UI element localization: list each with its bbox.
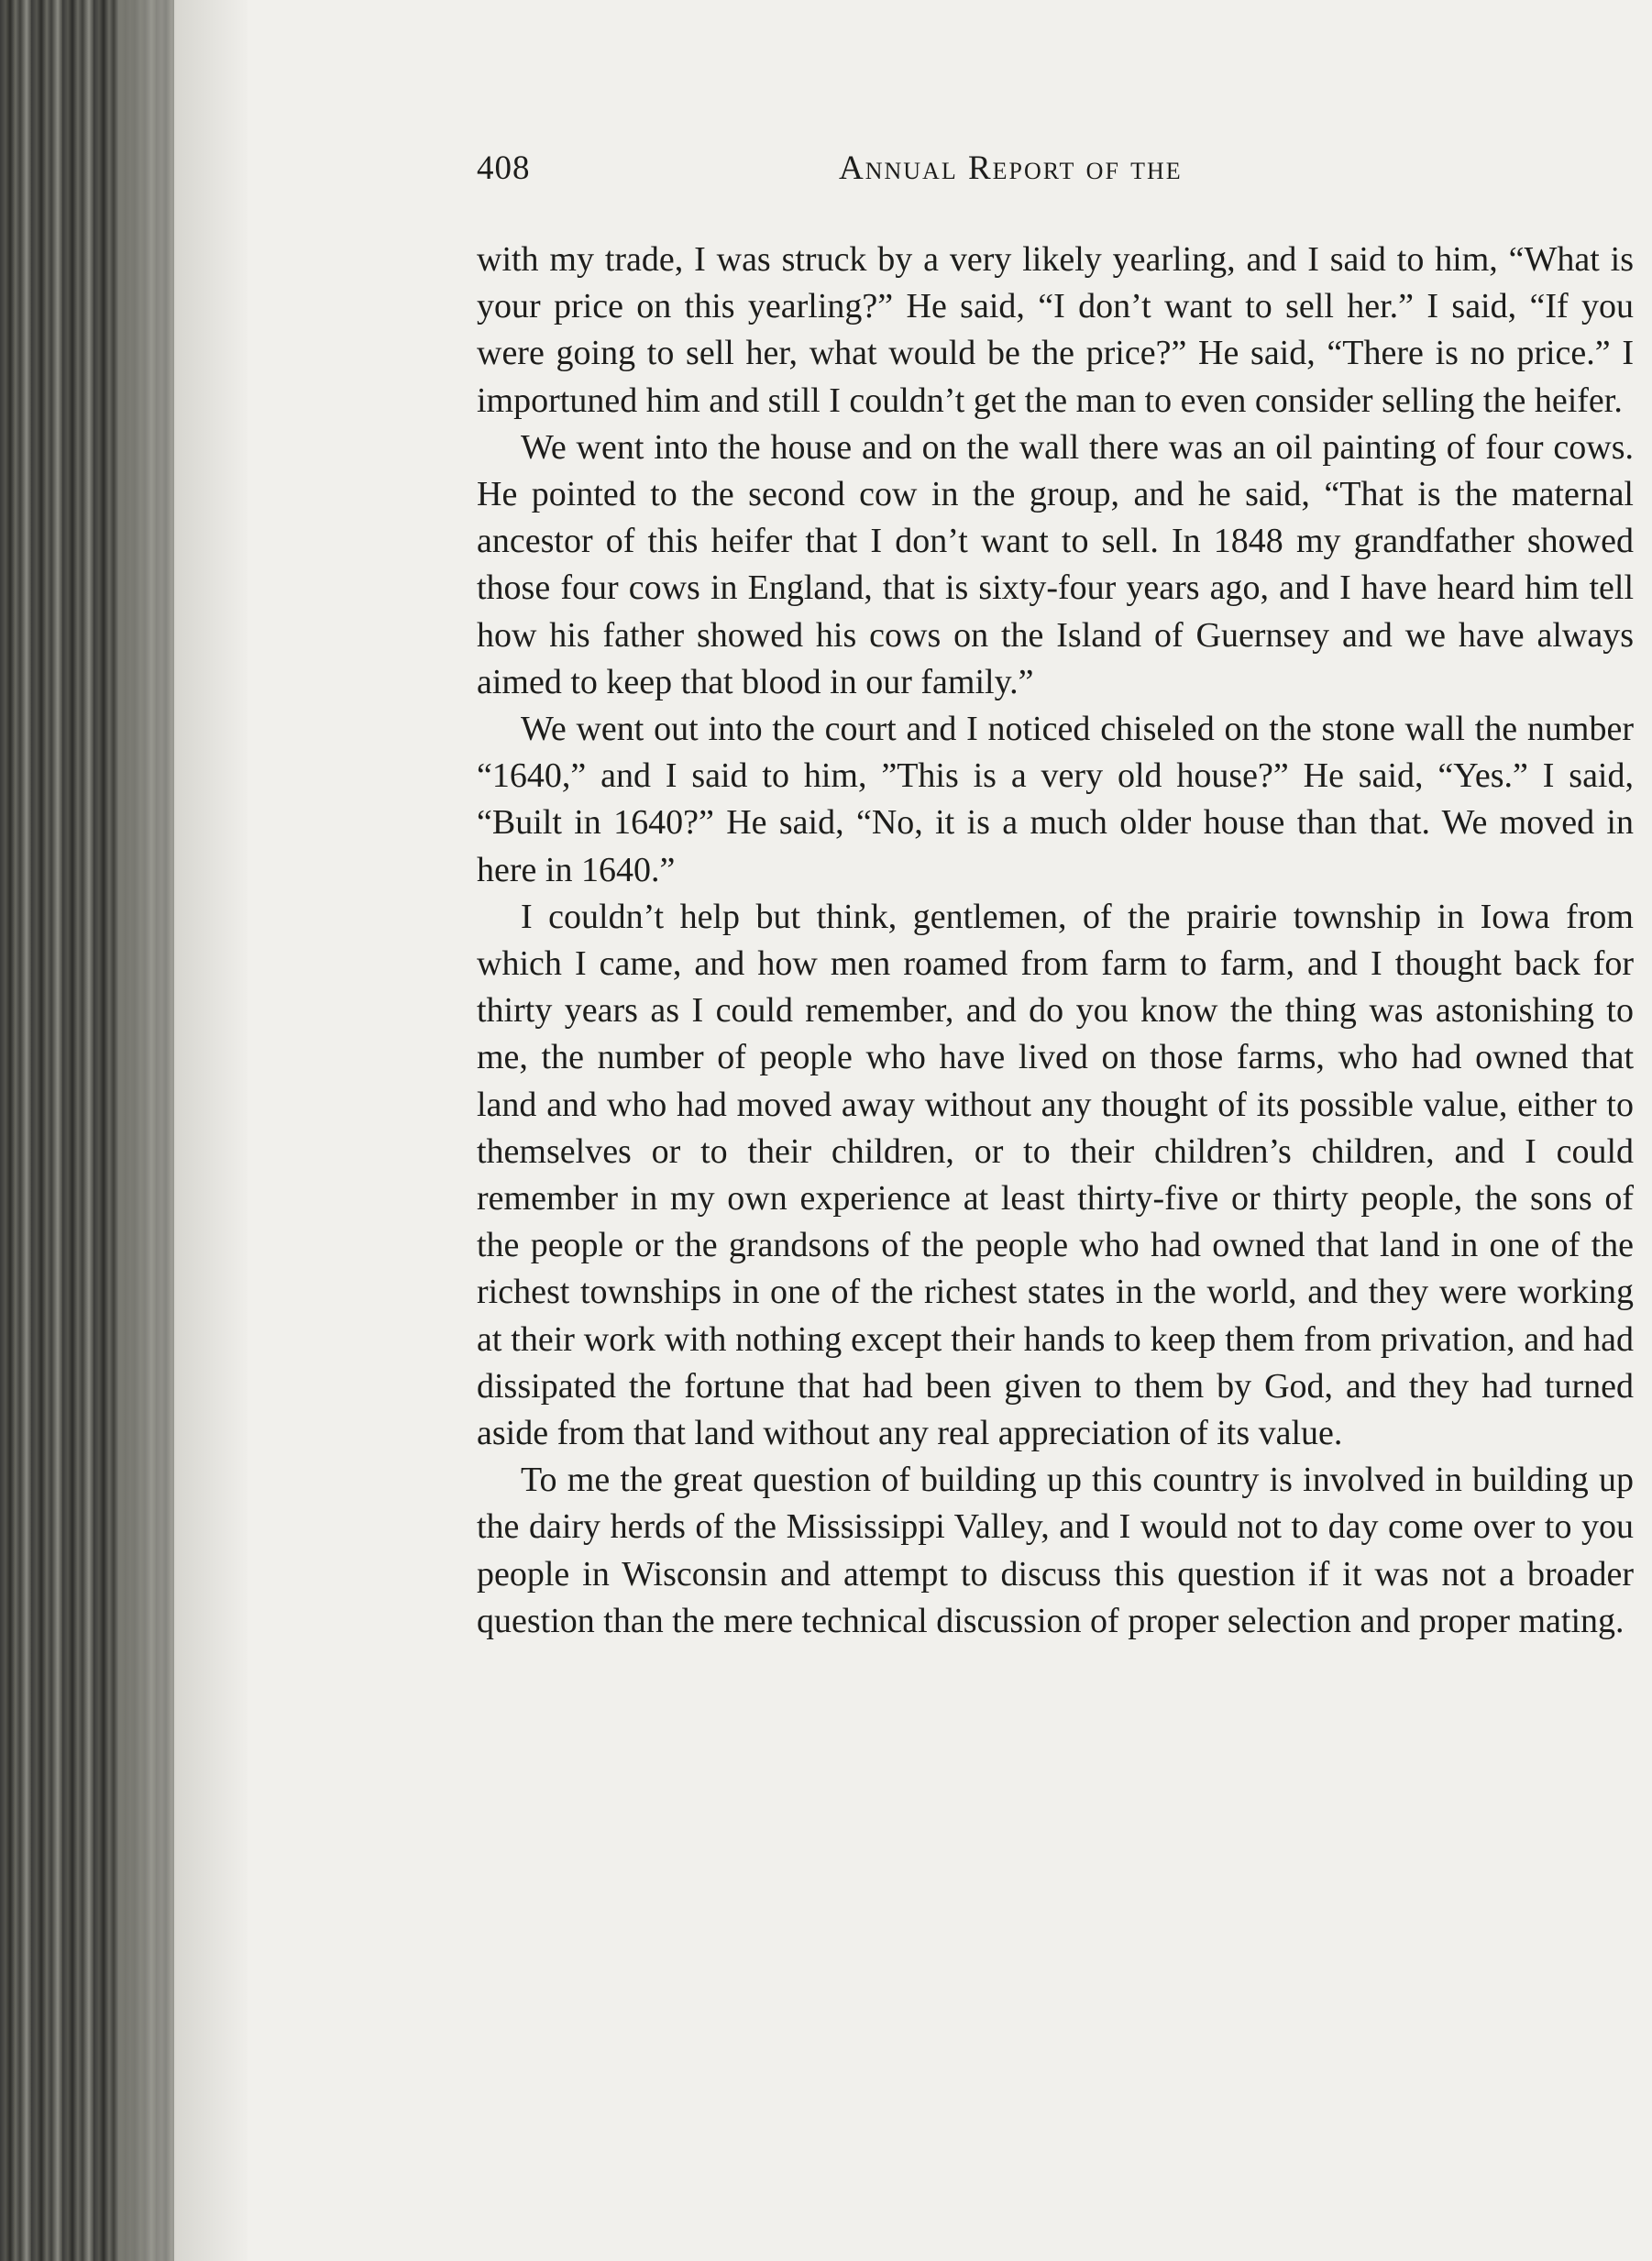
running-head <box>477 149 1302 194</box>
binding-shadow <box>119 0 248 2261</box>
paragraph: We went out into the court and I noticed chiseled on the stone wall the number “1640,” and I said to him, ”This is a very old house?” He said, “Yes.” I said, “Built in 1640?” He said, “No, it is a much older house than that. We moved in here in 1640.” <box>477 710 1634 889</box>
paragraph: I couldn’t help but think, gentlemen, of the prairie township in Iowa from which I came, and how men roamed from farm to farm, and I thought back for thirty years as I could remember, and do you know the thing was astonishing to me, the number of people who have lived on those farms, who had owned that land and who had moved away without any thought of its possible value, either to themselves or to their children, or to their children’s children, and I could remember in my own experience at least thirty-five or thirty people, the sons of the people or the grandsons of the people who had owned that land in one of the richest townships in one of the richest states in the world, and they were working at their work with nothing except their hands to keep them from privation, and had dissipated the fortune that had been given to them by God, and they had turned aside from that land without any real appreciation of its value. <box>477 897 1634 1453</box>
paragraph: We went into the house and on the wall there was an oil painting of four cows. He pointed to the second cow in the group, and he said, “That is the maternal ancestor of this heifer that I don’t want to sell. In 1848 my grandfather showed those four cows in England, that is sixty-four years ago, and I have heard him tell how his father showed his cows on the Island of Guernsey and we have always aimed to keep that blood in our family.” <box>477 427 1634 701</box>
paragraph: To me the great question of building up this country is involved in building up the dairy herds of the Mississippi Valley, and I would not to day come over to you people in Wisconsin and attempt to discuss this question if it was not a broader question than the mere technical discussion of proper selection and proper mating. <box>477 1461 1634 1640</box>
running-title: Annual Report of the <box>839 149 1183 187</box>
page-number: 408 <box>477 149 531 187</box>
paragraph: with my trade, I was struck by a very likely yearling, and I said to him, “What is your price on this yearling?” He said, “I don’t want to sell her.” I said, “If you were going to sell her, what would be the price?” He said, “There is no price.” I importuned him and still I couldn’t get the man to even consider selling the heifer. <box>477 240 1634 420</box>
body-text <box>477 237 1634 1645</box>
